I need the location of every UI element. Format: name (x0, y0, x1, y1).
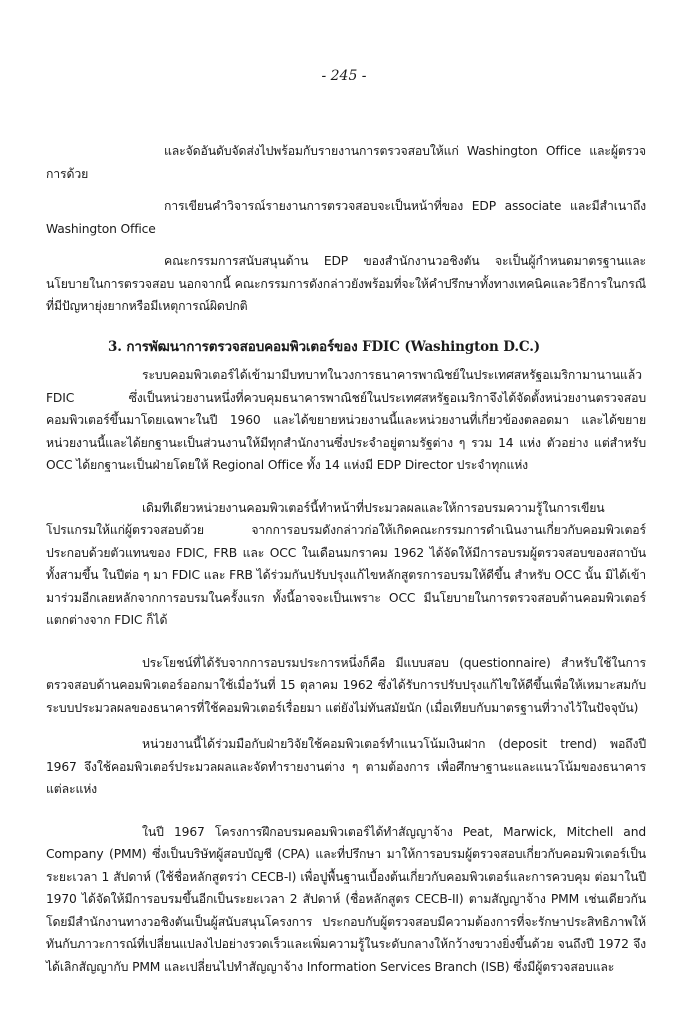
paragraph-review-comments: การเขียนคำวิจารณ์รายงานการตรวจสอบจะเป็นหน้าที่ของ EDP associate และมีสำเนาถึง Washington Office (46, 199, 646, 236)
paragraph-edp-committee: คณะกรรมการสนับสนุนด้าน EDP ของสำนักงานวอชิงตัน จะเป็นผู้กำหนดมาตรฐานและนโยบายในการตรวจสอบ นอกจากนี้ คณะกรรมการดังกล่าวยังพร้อมที่จะให้คำปรึกษาทั้งทางเทคนิคและวิธีการในกรณีที่มีปัญหายุ่งยากหรือมีเหตุการณ์ผิดปกติ (46, 254, 646, 313)
section-paragraph: หน่วยงานนี้ได้ร่วมมือกับฝ่ายวิจัยใช้คอมพิวเตอร์ทำแนวโน้มเงินฝาก (deposit trend) พอถึงปี 1967 จึงใช้คอมพิวเตอร์ประมวลผลและจัดทำรายงานต่าง ๆ ตามต้องการ เพื่อศึกษาฐานะและแนวโน้มของธนาคารแต่ละแห่ง (46, 737, 646, 796)
section-heading: 3. การพัฒนาการตรวจสอบคอมพิวเตอร์ของ FDIC (Washington D.C.) (108, 338, 541, 355)
paragraph-continuation: และจัดอันดับจัดส่งไปพร้อมกับรายงานการตรวจสอบให้แก่ Washington Office และผู้ตรวจการด้วย (46, 144, 646, 181)
section-paragraph: ในปี 1967 โครงการฝึกอบรมคอมพิวเตอร์ได้ทำสัญญาจ้าง Peat, Marwick, Mitchell and Company (PMM) ซึ่งเป็นบริษัทผู้สอบบัญชี (CPA) และที่ปรึกษา มาให้การอบรมผู้ตรวจสอบเกี่ยวกับคอมพิวเตอร์เป็นระยะเวลา 1 สัปดาห์ (ใช้ชื่อหลักสูตรว่า CECB-I) เพื่อปูพื้นฐานเบื้องต้นเกี่ยวกับคอมพิวเตอร์และการควบคุม ต่อมาในปี 1970 ได้จัดให้มีการอบรมขึ้นอีกเป็นระยะเวลา 2 สัปดาห์ (ชื่อหลักสูตร CECB-II) ตามสัญญาจ้าง PMM เช่นเดียวกัน โดยมีสำนักงานทางวอชิงตันเป็นผู้สนับสนุนโครงการ ประกอบกับผู้ตรวจสอบมีความต้องการที่จะรักษาประสิทธิภาพให้ทันกับภาวะการณ์ที่เปลี่ยนแปลงไปอย่างรวดเร็วและเพิ่มความรู้ในระดับกลางให้กว้างขวางยิ่งขึ้นด้วย จนถึงปี 1972 จึงได้เลิกสัญญากับ PMM และเปลี่ยนไปทำสัญญาจ้าง Information Services Branch (ISB) ซึ่งมีผู้ตรวจสอบและ (46, 824, 646, 974)
section-paragraph: ประโยชน์ที่ได้รับจากการอบรมประการหนึ่งก็คือ มีแบบสอบ (questionnaire) สำหรับใช้ในการตรวจสอบด้านคอมพิวเตอร์ออกมาใช้เมื่อวันที่ 15 ตุลาคม 1962 ซึ่งได้รับการปรับปรุงแก้ไขให้ดีขึ้นเพื่อให้เหมาะสมกับระบบประมวลผลของธนาคารที่ใช้คอมพิวเตอร์เรื่อยมา แต่ยังไม่ทันสมัยนัก (เมื่อเทียบกับมาตรฐานที่วางไว้ในปัจจุบัน) (46, 655, 646, 715)
section-paragraph: ระบบคอมพิวเตอร์ได้เข้ามามีบทบาทในวงการธนาคารพาณิชย์ในประเทศสหรัฐอเมริกามานานแล้ว FDIC ซึ่งเป็นหน่วยงานหนึ่งที่ควบคุมธนาคารพาณิชย์ในประเทศสหรัฐอเมริกาจึงได้จัดตั้งหน่วยงานตรวจสอบคอมพิวเตอร์ขึ้นมาโดยเฉพาะในปี 1960 และได้ขยายหน่วยงานนี้และหน่วยงานที่เกี่ยวข้องตลอดมา และได้ขยายหน่วยงานนี้และได้ยกฐานะเป็นส่วนงานให้มีทุกสำนักงานซึ่งประจำอยู่ตามรัฐต่าง ๆ รวม 14 แห่ง ตัวอย่าง แต่สำหรับ OCC ได้ยกฐานะเป็นฝ่ายโดยให้ Regional Office ทั้ง 14 แห่งมี EDP Director ประจำทุกแห่ง (46, 368, 646, 472)
page-number: - 245 - (321, 68, 367, 84)
section-paragraph: เดิมทีเดียวหน่วยงานคอมพิวเตอร์นี้ทำหน้าที่ประมวลผลและให้การอบรมความรู้ในการเขียนโปรแกรมให้แก่ผู้ตรวจสอบด้วย จากการอบรมดังกล่าวก่อให้เกิดคณะกรรมการดำเนินงานเกี่ยวกับคอมพิวเตอร์ ประกอบด้วยตัวแทนของ FDIC, FRB และ OCC ในเดือนมกราคม 1962 ได้จัดให้มีการอบรมผู้ตรวจสอบของสถาบันทั้งสามขึ้น ในปีต่อ ๆ มา FDIC และ FRB ได้ร่วมกันปรับปรุงแก้ไขหลักสูตรการอบรมให้ดีขึ้น สำหรับ OCC นั้น มิได้เข้ามาร่วมอีกเลยหลักจากการอบรมในครั้งแรก ทั้งนี้อาจจะเป็นเพราะ OCC มีนโยบายในการตรวจสอบด้านคอมพิวเตอร์แตกต่างจาก FDIC ก็ได้ (46, 500, 646, 627)
document-body (46, 140, 646, 978)
